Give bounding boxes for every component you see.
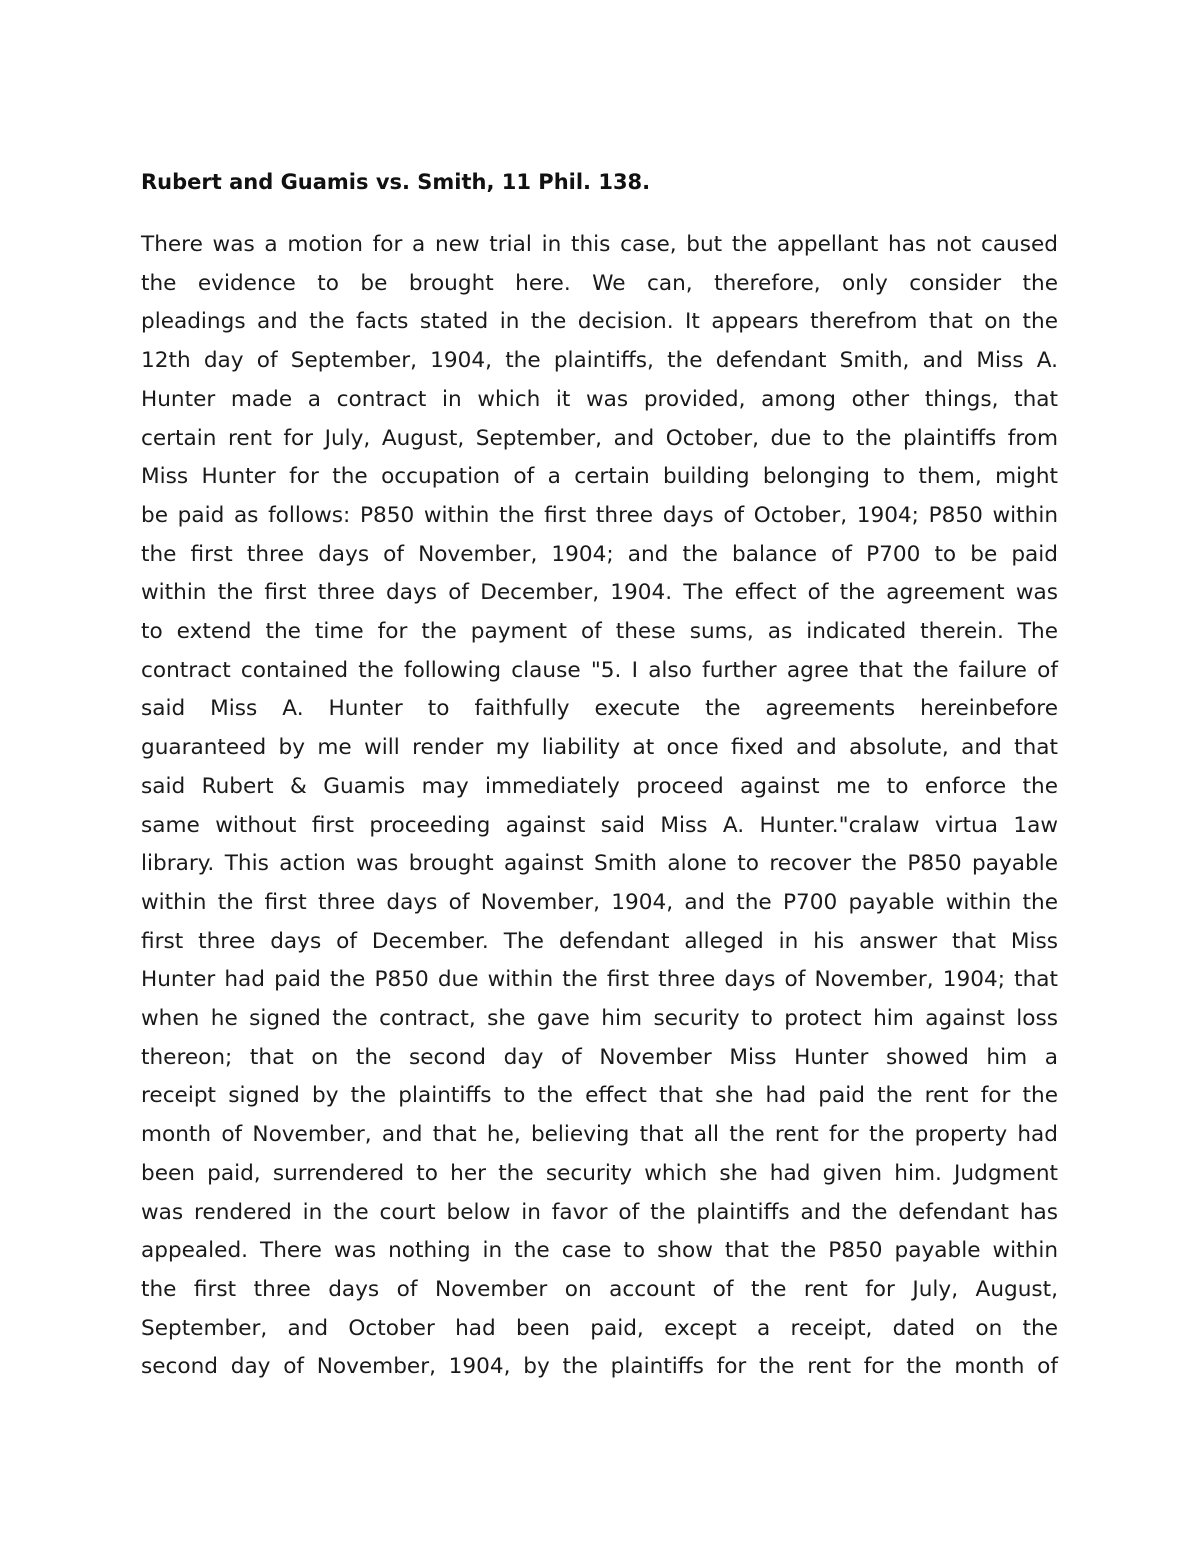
- text-line: was rendered in the court below in favor of the plaintiffs and the defendant has: [141, 1199, 1058, 1225]
- case-body-text: [141, 226, 1058, 1387]
- text-line: been paid, surrendered to her the security which she had given him. Judgment: [141, 1160, 1058, 1186]
- text-line: second day of November, 1904, by the plaintiffs for the rent for the month of: [141, 1354, 1058, 1380]
- text-line: first three days of December. The defendant alleged in his answer that Miss: [141, 928, 1058, 954]
- case-title: Rubert and Guamis vs. Smith, 11 Phil. 138.: [141, 170, 651, 194]
- text-line: September, and October had been paid, except a receipt, dated on the: [141, 1315, 1058, 1341]
- text-line: the evidence to be brought here. We can, therefore, only consider the: [141, 270, 1058, 296]
- text-line: within the first three days of November, 1904, and the P700 payable within the: [141, 889, 1058, 915]
- text-line: when he signed the contract, she gave him security to protect him against loss: [141, 1006, 1058, 1032]
- text-line: same without first proceeding against said Miss A. Hunter."cralaw virtua 1aw: [141, 812, 1058, 838]
- text-line: the first three days of November, 1904; and the balance of P700 to be paid: [141, 541, 1058, 567]
- text-line: the first three days of November on account of the rent for July, August,: [141, 1276, 1058, 1302]
- text-line: month of November, and that he, believing that all the rent for the property had: [141, 1122, 1058, 1148]
- text-line: Miss Hunter for the occupation of a certain building belonging to them, might: [141, 464, 1058, 490]
- text-line: There was a motion for a new trial in this case, but the appellant has not caused: [141, 232, 1058, 257]
- text-line: Hunter had paid the P850 due within the first three days of November, 1904; that: [141, 967, 1058, 993]
- text-line: to extend the time for the payment of these sums, as indicated therein. The: [141, 619, 1058, 645]
- text-line: pleadings and the facts stated in the decision. It appears therefrom that on the: [141, 309, 1058, 335]
- text-line: said Miss A. Hunter to faithfully execute the agreements hereinbefore: [141, 696, 1058, 722]
- text-line: certain rent for July, August, September, and October, due to the plaintiffs from: [141, 425, 1058, 451]
- text-line: said Rubert & Guamis may immediately proceed against me to enforce the: [141, 773, 1058, 799]
- text-line: contract contained the following clause "5. I also further agree that the failure of: [141, 657, 1058, 683]
- text-line: thereon; that on the second day of November Miss Hunter showed him a: [141, 1044, 1058, 1070]
- text-line: 12th day of September, 1904, the plaintiffs, the defendant Smith, and Miss A.: [141, 348, 1058, 374]
- text-line: be paid as follows: P850 within the first three days of October, 1904; P850 within: [141, 502, 1058, 528]
- text-line: Hunter made a contract in which it was provided, among other things, that: [141, 386, 1058, 412]
- text-line: guaranteed by me will render my liability at once fixed and absolute, and that: [141, 735, 1058, 761]
- text-line: receipt signed by the plaintiffs to the effect that she had paid the rent for the: [141, 1083, 1058, 1109]
- text-line: library. This action was brought against Smith alone to recover the P850 payable: [141, 851, 1058, 877]
- document-content: [141, 164, 1058, 1387]
- text-line: within the first three days of December, 1904. The effect of the agreement was: [141, 580, 1058, 606]
- text-line: appealed. There was nothing in the case to show that the P850 payable within: [141, 1238, 1058, 1264]
